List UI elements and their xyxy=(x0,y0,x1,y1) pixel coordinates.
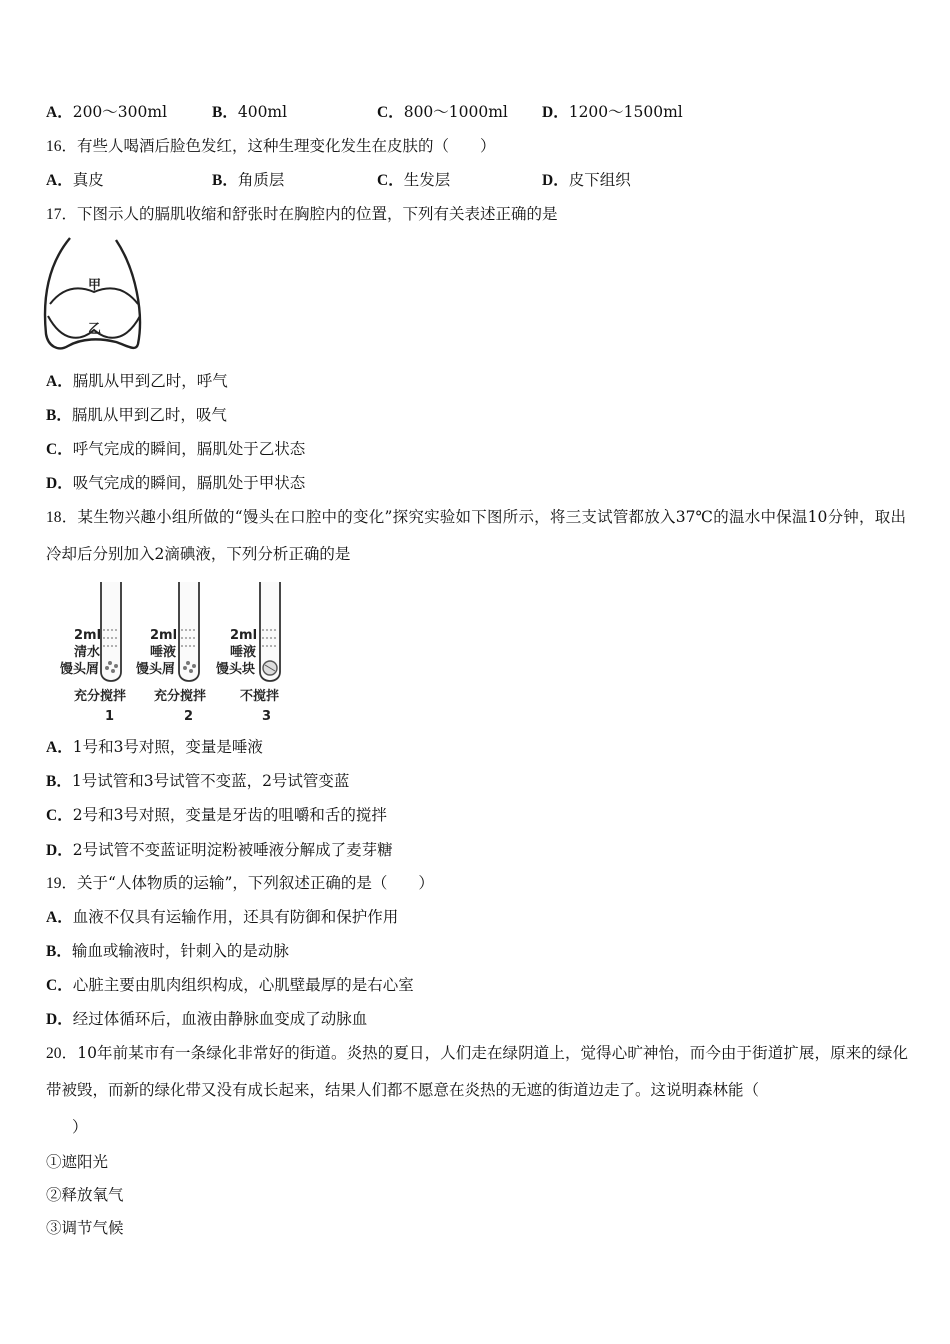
option-label: C． xyxy=(46,441,73,458)
option-text: 2号试管不变蓝证明淀粉被唾液分解成了麦芽糖 xyxy=(72,841,393,859)
option-label: C． xyxy=(46,807,73,824)
tube-3-number: 3 xyxy=(262,709,272,724)
q18-option-a xyxy=(46,737,263,758)
tube-3-action: 不搅拌 xyxy=(240,689,280,704)
tube-1-action: 充分搅拌 xyxy=(74,689,127,704)
option-label: D． xyxy=(46,475,73,492)
option-label: B． xyxy=(46,943,72,960)
option-label: C． xyxy=(377,104,404,121)
option-text: 角质层 xyxy=(237,171,285,189)
option-text: 膈肌从甲到乙时，吸气 xyxy=(71,406,227,424)
q16-option-a xyxy=(46,170,104,191)
q17-option-c xyxy=(46,439,305,460)
option-text: 血液不仅具有运输作用，还具有防御和保护作用 xyxy=(72,908,399,926)
q16-option-c xyxy=(377,170,450,191)
q18-stem xyxy=(46,499,906,573)
question-text: 10年前某市有一条绿化非常好的街道。炎热的夏日，人们走在绿阴道上，觉得心旷神怡，而今由于街道扩展，原来的绿化带被毁，而新的绿化带又没有成长起来，结果人们都不愿意在炎热的无遮的街道边走了。这说明森林能（ xyxy=(46,1044,908,1099)
option-label: B． xyxy=(212,104,238,121)
option-label: A． xyxy=(46,373,73,390)
diaphragm-figure xyxy=(40,234,152,358)
option-label: D． xyxy=(542,104,569,121)
tube-1-volume: 2ml xyxy=(74,628,102,643)
q17-option-a xyxy=(46,371,228,392)
tube-3-volume: 2ml xyxy=(230,628,258,643)
tube-2-number: 2 xyxy=(184,709,194,724)
q20-stem-end: ） xyxy=(72,1118,88,1136)
option-label: A． xyxy=(46,739,73,756)
option-label: D． xyxy=(542,172,569,189)
q18-option-c xyxy=(46,805,387,826)
option-label: B． xyxy=(46,773,72,790)
option-label: A． xyxy=(46,172,73,189)
q15-option-a xyxy=(46,102,167,123)
q18-option-b xyxy=(46,771,349,792)
option-text: 400ml xyxy=(237,103,288,121)
question-text: 某生物兴趣小组所做的“馒头在口腔中的变化”探究实验如下图所示，将三支试管都放入37℃的温水中保温10分钟，取出冷却后分别加入2滴碘液，下列分析正确的是 xyxy=(46,508,906,563)
q19-option-c xyxy=(46,975,414,996)
q15-option-b xyxy=(212,102,287,123)
test-tube-figure xyxy=(54,576,304,726)
option-label: D． xyxy=(46,842,73,859)
question-text: 关于“人体物质的运输”，下列叙述正确的是（ ） xyxy=(77,874,434,892)
q19-option-a xyxy=(46,907,398,928)
tube-2-liquid: 唾液 xyxy=(150,645,177,660)
option-label: C． xyxy=(46,977,73,994)
option-text: 心脏主要由肌肉组织构成，心肌壁最厚的是右心室 xyxy=(72,976,414,994)
tube-1-number: 1 xyxy=(105,709,115,724)
option-label: B． xyxy=(46,407,72,424)
option-text: 输血或输液时，针刺入的是动脉 xyxy=(71,942,289,960)
question-number: 19． xyxy=(46,875,78,892)
q20-item-3: ③调节气候 xyxy=(46,1219,124,1237)
test-tube-1 xyxy=(60,582,126,724)
q19-option-d xyxy=(46,1009,367,1030)
question-text: 下图示人的膈肌收缩和舒张时在胸腔内的位置，下列有关表述正确的是 xyxy=(77,205,558,223)
option-text: 吸气完成的瞬间，膈肌处于甲状态 xyxy=(72,474,306,492)
tube-1-liquid: 清水 xyxy=(74,645,101,660)
option-text: 经过体循环后，血液由静脉血变成了动脉血 xyxy=(72,1010,368,1028)
q16-option-b xyxy=(212,170,284,191)
question-number: 18． xyxy=(46,509,78,526)
q15-option-d xyxy=(542,102,683,123)
tube-1-content: 馒头屑 xyxy=(60,662,100,677)
tube-2-content: 馒头屑 xyxy=(136,662,176,677)
tube-2-action: 充分搅拌 xyxy=(154,689,207,704)
option-text: 膈肌从甲到乙时，呼气 xyxy=(72,372,228,390)
label-jia: 甲 xyxy=(88,278,102,293)
test-tube-3 xyxy=(216,582,280,724)
option-text: 1号和3号对照，变量是唾液 xyxy=(72,738,263,756)
question-number: 16． xyxy=(46,138,78,155)
test-tube-2 xyxy=(136,582,206,724)
option-text: 800～1000ml xyxy=(403,103,508,121)
q20-item-1: ①遮阳光 xyxy=(46,1153,109,1171)
option-text: 200～300ml xyxy=(72,103,168,121)
q19-option-b xyxy=(46,941,289,962)
tube-3-liquid: 唾液 xyxy=(230,645,257,660)
q17-stem xyxy=(46,204,558,225)
option-text: 1200～1500ml xyxy=(568,103,683,121)
q17-option-b xyxy=(46,405,227,426)
q18-option-d xyxy=(46,840,393,861)
q20-item-2: ②释放氧气 xyxy=(46,1186,124,1204)
tube-3-content: 馒头块 xyxy=(216,662,256,677)
option-text: 生发层 xyxy=(403,171,451,189)
q15-option-c xyxy=(377,102,508,123)
q16-stem xyxy=(46,136,496,157)
question-number: 20． xyxy=(46,1045,78,1062)
option-text: 呼气完成的瞬间，膈肌处于乙状态 xyxy=(72,440,306,458)
option-text: 皮下组织 xyxy=(568,171,631,189)
option-label: D． xyxy=(46,1011,73,1028)
option-label: C． xyxy=(377,172,404,189)
tube-2-volume: 2ml xyxy=(150,628,178,643)
question-text: 有些人喝酒后脸色发红，这种生理变化发生在皮肤的（ ） xyxy=(77,137,496,155)
option-text: 真皮 xyxy=(72,171,104,189)
option-text: 1号试管和3号试管不变蓝，2号试管变蓝 xyxy=(71,772,350,790)
q17-option-d xyxy=(46,473,305,494)
option-label: A． xyxy=(46,104,73,121)
q20-stem xyxy=(46,1035,908,1109)
option-label: A． xyxy=(46,909,73,926)
q19-stem xyxy=(46,873,434,894)
option-text: 2号和3号对照，变量是牙齿的咀嚼和舌的搅拌 xyxy=(72,806,387,824)
label-yi: 乙 xyxy=(88,322,102,337)
option-label: B． xyxy=(212,172,238,189)
question-number: 17． xyxy=(46,206,78,223)
q16-option-d xyxy=(542,170,631,191)
